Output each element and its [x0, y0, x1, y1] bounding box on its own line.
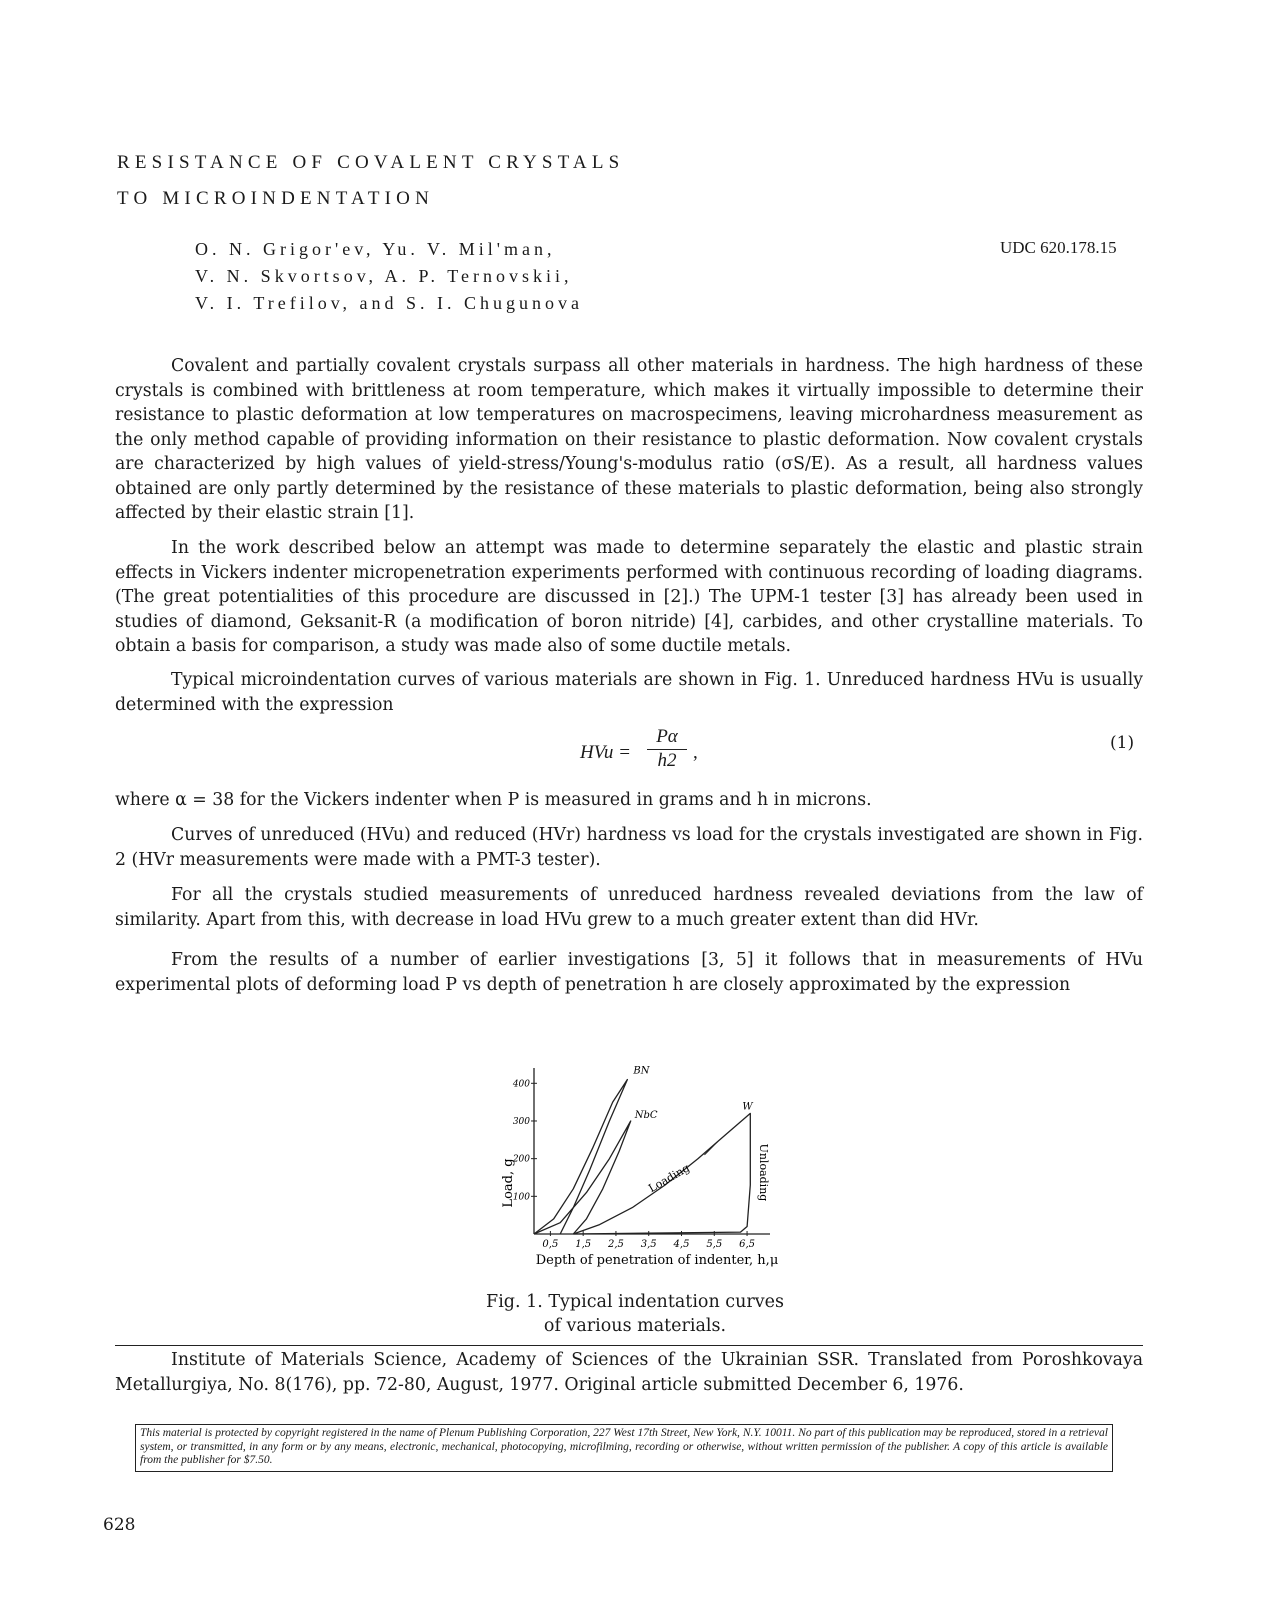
x-axis-label: Depth of penetration of indenter, h,μ: [535, 1253, 779, 1268]
series-label-bn: BN: [633, 1065, 650, 1077]
x-tick-label: 1,5: [575, 1239, 592, 1250]
series-label-w: W: [742, 1101, 753, 1113]
author-line: V. N. Skvortsov, A. P. Ternovskii,: [195, 266, 573, 286]
paragraph-4: where α = 38 for the Vickers indenter when P is measured in grams and h in microns.: [115, 790, 872, 810]
paragraph-3: Typical microindentation curves of various materials are shown in Fig. 1. Unreduced hardness HVu is usually determined with the expression: [115, 670, 1143, 715]
figure-1: [490, 1050, 790, 1276]
paragraph-1: Covalent and partially covalent crystals surpass all other materials in hardness. The high hardness of these crystals is combined with brittleness at room temperature, which makes it virtually impossible to determine their resistance to plastic deformation at low temperatures on macrospecimens, leaving microhardness measurement as the only method capable of providing information on their resistance to plastic deformation. Now covalent crystals are characterized by high values of yield-stress/Young's-modulus ratio (σS/E). As a result, all hardness values obtained are only partly determined by the resistance of these materials to plastic deformation, being also strongly affected by their elastic strain [1].: [115, 356, 1143, 523]
equation-lhs: HVu =: [580, 742, 631, 763]
copyright-notice: This material is protected by copyright registered in the name of Plenum Publishing Corporation, 227 West 17th Street, New York, N.Y. 10011. No part of this publication may be reproduced, stored in a retrieval system, or transmitted, in any form or by any means, electronic, mechanical, photocopying, microfilming, recording or otherwise, without written permission of the publisher. A copy of this article is available from the publisher for $7.50.: [135, 1424, 1113, 1472]
series-label-nbc: NbC: [634, 1109, 658, 1121]
paragraph-6: For all the crystals studied measurements of unreduced hardness revealed deviations from the law of similarity. Apart from this, with decrease in load HVu grew to a much greater extent than did HVr.: [115, 885, 1143, 930]
x-tick-label: 2,5: [607, 1239, 624, 1250]
y-tick-label: 200: [512, 1154, 530, 1165]
figure-caption: [470, 1290, 800, 1338]
series-line-bn: [534, 1080, 627, 1235]
equation-number: (1): [1110, 733, 1135, 753]
author-list: [195, 236, 583, 317]
affiliation-footnote: Institute of Materials Science, Academy of Sciences of the Ukrainian SSR. Translated from Poroshkovaya Metallurgiya, No. 8(176), pp. 72-80, August, 1977. Original article submitted December 6, 1976.: [115, 1350, 1143, 1395]
title-line-1: RESISTANCE OF COVALENT CRYSTALS: [117, 152, 625, 173]
footnote-divider: [115, 1345, 1143, 1346]
x-tick-label: 3,5: [640, 1239, 657, 1250]
equation-fraction: [647, 726, 687, 772]
x-tick-label: 6,5: [739, 1239, 756, 1250]
loading-arrow: [704, 1142, 717, 1155]
y-tick-label: 100: [512, 1192, 530, 1203]
y-tick-label: 300: [512, 1116, 530, 1127]
indentation-chart: [490, 1050, 790, 1272]
unloading-label: Unloading: [757, 1143, 771, 1202]
author-line: O. N. Grigor'ev, Yu. V. Mil'man,: [195, 239, 556, 259]
title-line-2: TO MICROINDENTATION: [117, 188, 434, 209]
loading-label: Loading: [646, 1161, 692, 1196]
x-tick-label: 5,5: [706, 1239, 723, 1250]
y-axis-label: Load, g: [501, 1158, 516, 1208]
x-tick-label: 4,5: [673, 1239, 690, 1250]
caption-line-1: Fig. 1. Typical indentation curves: [486, 1292, 784, 1312]
caption-line-2: of various materials.: [543, 1316, 727, 1336]
author-line: V. I. Trefilov, and S. I. Chugunova: [195, 293, 584, 313]
paragraph-2: In the work described below an attempt was made to determine separately the elastic and plastic strain effects in Vickers indenter micropenetration experiments performed with continuous recording of loading diagrams. (The great potentialities of this procedure are discussed in [2].) The UPM-1 tester [3] has already been used in studies of diamond, Geksanit-R (a modification of boron nitride) [4], carbides, and other crystalline materials. To obtain a basis for comparison, a study was made also of some ductile metals.: [115, 538, 1143, 656]
paragraph-5: Curves of unreduced (HVu) and reduced (HVr) hardness vs load for the crystals investigated are shown in Fig. 2 (HVr measurements were made with a PMT-3 tester).: [115, 825, 1143, 870]
page-number: 628: [103, 1515, 136, 1535]
x-tick-label: 0,5: [542, 1239, 559, 1250]
series-line-nbc: [534, 1121, 631, 1234]
equation-numerator: Pα: [647, 726, 687, 750]
equation-comma: ,: [693, 742, 698, 763]
udc-code: UDC 620.178.15: [1000, 238, 1117, 257]
paragraph-7: From the results of a number of earlier investigations [3, 5] it follows that in measurements of HVu experimental plots of deforming load P vs depth of penetration h are closely approximated by the expression: [115, 950, 1143, 995]
equation-denominator: h2: [657, 750, 677, 771]
y-tick-label: 400: [512, 1079, 530, 1090]
